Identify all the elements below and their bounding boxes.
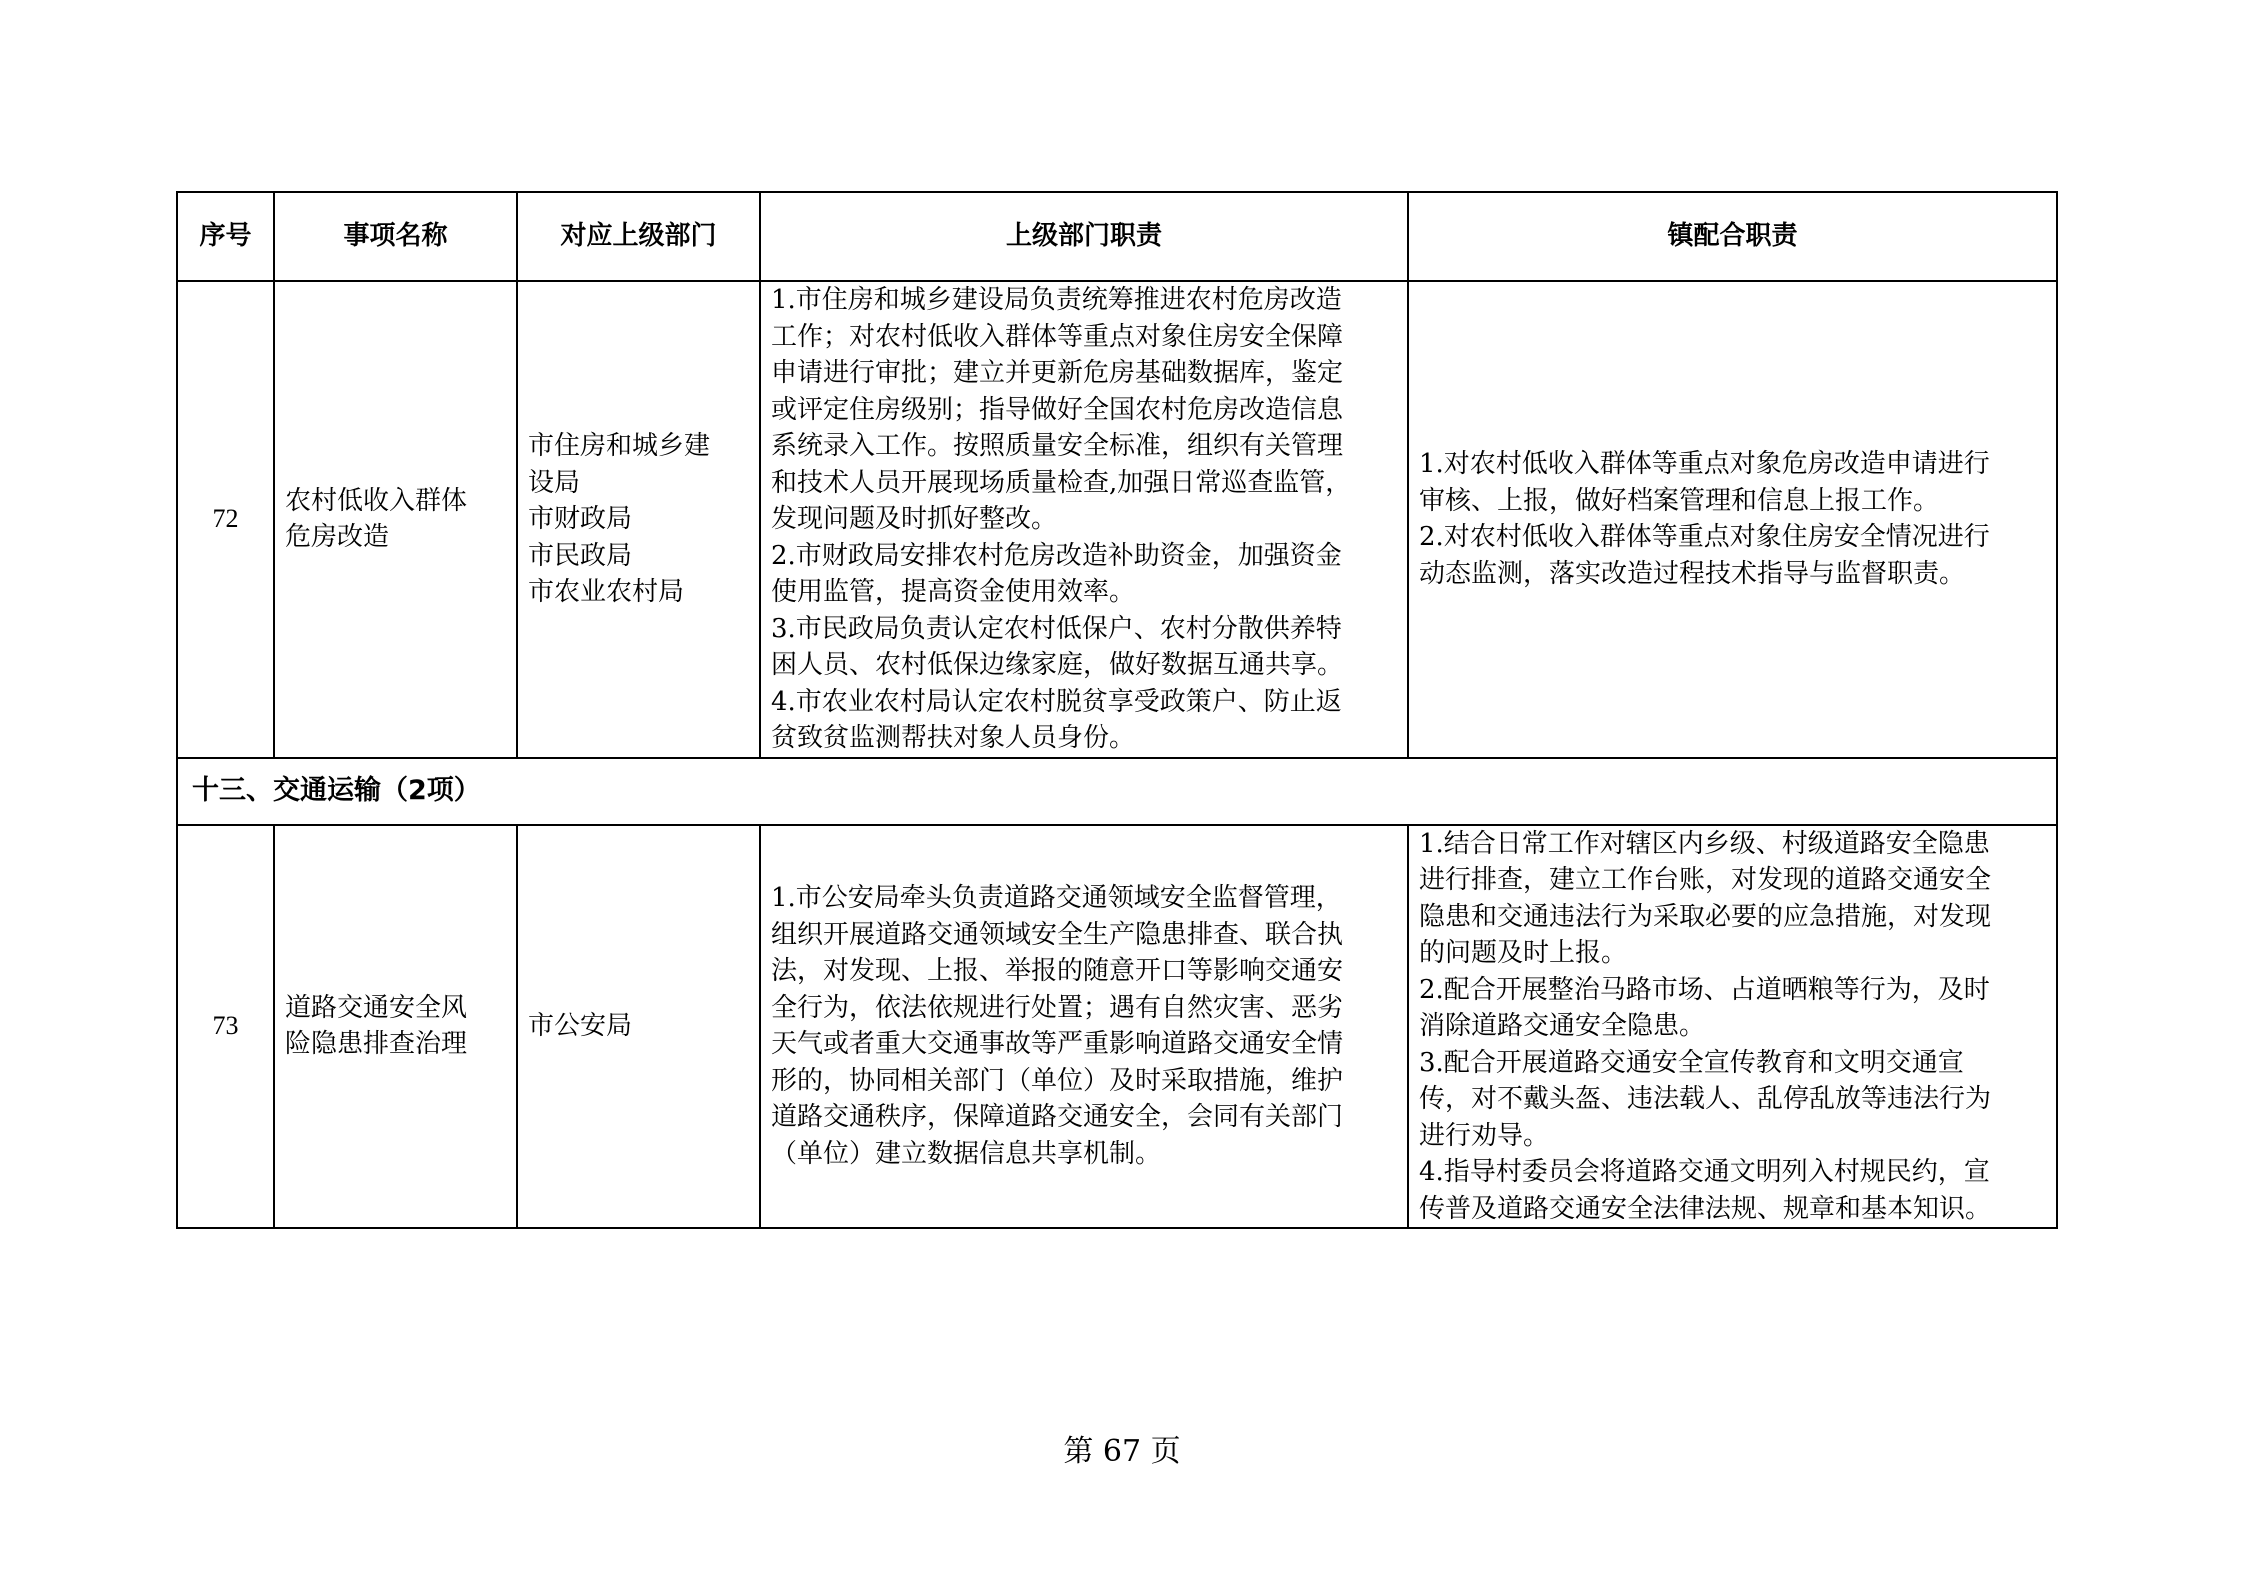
duty-line: 1.市公安局牵头负责道路交通领域安全监督管理， <box>771 883 1342 914</box>
row-number: 73 <box>177 825 274 1229</box>
item-name <box>274 281 517 758</box>
duty-table <box>176 191 2058 1229</box>
duty-line: 全行为，依法依规进行处置；遇有自然灾害、恶劣 <box>771 992 1344 1023</box>
duty-line: 1.市住房和城乡建设局负责统筹推进农村危房改造 <box>771 285 1342 315</box>
duty-line: 法，对发现、上报、举报的随意开口等影响交通安 <box>771 956 1344 987</box>
duty-line: 系统录入工作。按照质量安全标准，组织有关管理 <box>771 431 1344 461</box>
duty-line: 组织开展道路交通领域安全生产隐患排查、联合执 <box>771 919 1344 950</box>
duty-line: 和技术人员开展现场质量检查,加强日常巡查监管， <box>771 467 1352 498</box>
duty-line: 进行劝导。 <box>1419 1120 1550 1151</box>
duty-line: 使用监管，提高资金使用效率。 <box>771 577 1136 607</box>
department-line: 市农业农村局 <box>528 577 685 607</box>
section-title: 十三、交通运输（2项） <box>177 758 2057 825</box>
page-number: 第 67 页 <box>1063 1434 1181 1469</box>
town-duty <box>1408 281 2057 758</box>
upper-duty <box>760 281 1408 758</box>
department-line: 市住房和城乡建 <box>528 431 711 461</box>
duty-line: 道路交通秩序，保障道路交通安全，会同有关部门 <box>771 1102 1344 1133</box>
item-name-line: 危房改造 <box>285 522 390 553</box>
row-number: 72 <box>177 281 274 758</box>
duty-line: 4.市农业农村局认定农村脱贫享受政策户、防止返 <box>771 686 1342 717</box>
duty-line: 隐患和交通违法行为采取必要的应急措施，对发现 <box>1419 901 1992 932</box>
duty-line: 动态监测，落实改造过程技术指导与监督职责。 <box>1419 558 1966 589</box>
duty-line: 4.指导村委员会将道路交通文明列入村规民约，宣 <box>1419 1157 1990 1187</box>
item-name <box>274 825 517 1229</box>
header-item-name: 事项名称 <box>274 192 517 281</box>
item-name-line: 农村低收入群体 <box>285 485 468 516</box>
header-row <box>177 192 2057 281</box>
duty-line: 贫致贫监测帮扶对象人员身份。 <box>771 723 1136 753</box>
table-row <box>177 825 2057 1229</box>
duty-line: 3.市民政局负责认定农村低保户、农村分散供养特 <box>771 613 1342 644</box>
duty-line: 申请进行审批；建立并更新危房基础数据库，鉴定 <box>771 358 1344 388</box>
duty-line: 审核、上报，做好档案管理和信息上报工作。 <box>1419 485 1940 516</box>
duty-line: 1.对农村低收入群体等重点对象危房改造申请进行 <box>1419 449 1990 480</box>
town-duty <box>1408 825 2057 1229</box>
table-row <box>177 281 2057 758</box>
duty-line: 的问题及时上报。 <box>1419 938 1628 968</box>
header-town-duty: 镇配合职责 <box>1408 192 2057 281</box>
department-line: 市民政局 <box>528 540 633 571</box>
duty-line: 2.对农村低收入群体等重点对象住房安全情况进行 <box>1419 522 1990 553</box>
upper-departments <box>517 825 760 1229</box>
department-line: 市财政局 <box>528 504 633 534</box>
department-line: 市公安局 <box>528 1011 633 1041</box>
header-no: 序号 <box>177 192 274 281</box>
duty-line: 形的，协同相关部门（单位）及时采取措施，维护 <box>771 1065 1344 1096</box>
duty-line: 传，对不戴头盔、违法载人、乱停乱放等违法行为 <box>1419 1084 1992 1114</box>
duty-line: 发现问题及时抓好整改。 <box>771 504 1058 534</box>
header-upper-duty: 上级部门职责 <box>760 192 1408 281</box>
upper-duty <box>760 825 1408 1229</box>
duty-line: 困人员、农村低保边缘家庭，做好数据互通共享。 <box>771 650 1344 680</box>
duty-line: 进行排查，建立工作台账，对发现的道路交通安全 <box>1419 865 1992 895</box>
duty-line: 消除道路交通安全隐患。 <box>1419 1011 1706 1041</box>
item-name-line: 道路交通安全风 <box>285 992 468 1023</box>
upper-departments <box>517 281 760 758</box>
header-upper-dept: 对应上级部门 <box>517 192 760 281</box>
section-row <box>177 758 2057 825</box>
department-line: 设局 <box>528 467 581 498</box>
duty-line: 传普及道路交通安全法律法规、规章和基本知识。 <box>1419 1193 1992 1224</box>
duty-line: 天气或者重大交通事故等严重影响道路交通安全情 <box>771 1029 1344 1060</box>
duty-line: 2.配合开展整治马路市场、占道晒粮等行为，及时 <box>1419 974 1990 1005</box>
duty-line: 3.配合开展道路交通安全宣传教育和文明交通宣 <box>1419 1047 1964 1078</box>
duty-line: 或评定住房级别；指导做好全国农村危房改造信息 <box>771 394 1344 425</box>
item-name-line: 险隐患排查治理 <box>285 1029 468 1060</box>
duty-line: 1.结合日常工作对辖区内乡级、村级道路安全隐患 <box>1419 828 1990 859</box>
duty-line: （单位）建立数据信息共享机制。 <box>771 1138 1162 1169</box>
duty-line: 2.市财政局安排农村危房改造补助资金，加强资金 <box>771 540 1342 571</box>
duty-line: 工作；对农村低收入群体等重点对象住房安全保障 <box>771 321 1344 352</box>
